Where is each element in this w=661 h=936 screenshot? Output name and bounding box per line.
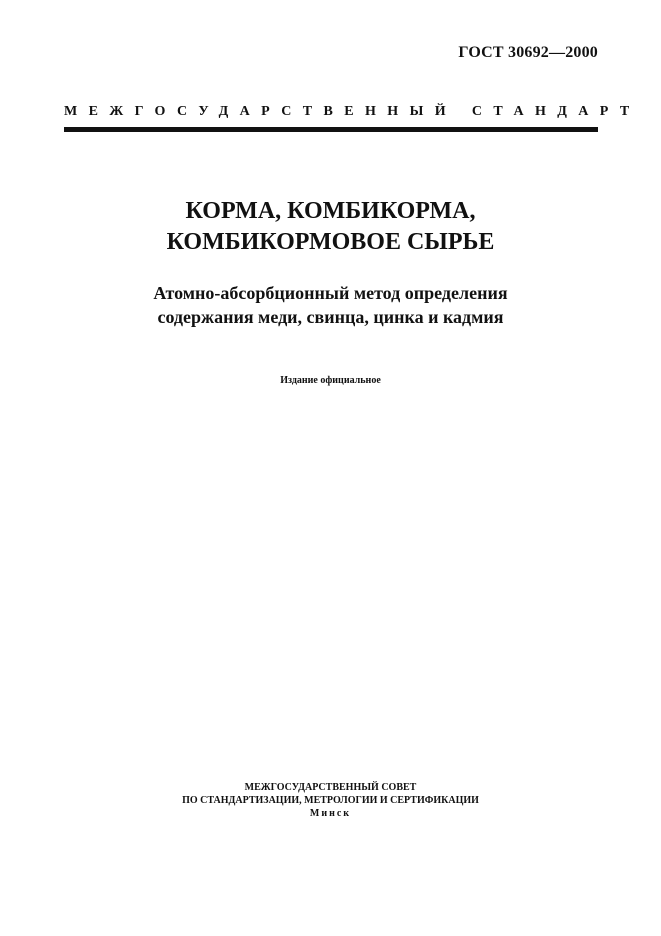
subtitle	[0, 281, 661, 329]
subtitle-line-1: Атомно-абсорбционный метод определения	[153, 283, 508, 303]
publisher-line-1: МЕЖГОСУДАРСТВЕННЫЙ СОВЕТ	[244, 782, 417, 793]
publisher-line-2: ПО СТАНДАРТИЗАЦИИ, МЕТРОЛОГИИ И СЕРТИФИКАЦИИ	[182, 795, 479, 806]
main-title	[0, 196, 661, 258]
edition-note: Издание официальное	[280, 375, 381, 386]
document-number: ГОСТ 30692—2000	[458, 44, 598, 61]
main-title-line-2: КОМБИКОРМОВОЕ СЫРЬЕ	[166, 229, 495, 255]
standard-type-heading: МЕЖГОСУДАРСТВЕННЫЙ СТАНДАРТ	[64, 104, 641, 119]
main-title-line-1: КОРМА, КОМБИКОРМА,	[185, 198, 476, 224]
subtitle-line-2: содержания меди, свинца, цинка и кадмия	[157, 307, 504, 327]
publisher-city: Минск	[309, 808, 352, 819]
header-rule	[64, 127, 598, 132]
publisher-block	[0, 781, 661, 820]
